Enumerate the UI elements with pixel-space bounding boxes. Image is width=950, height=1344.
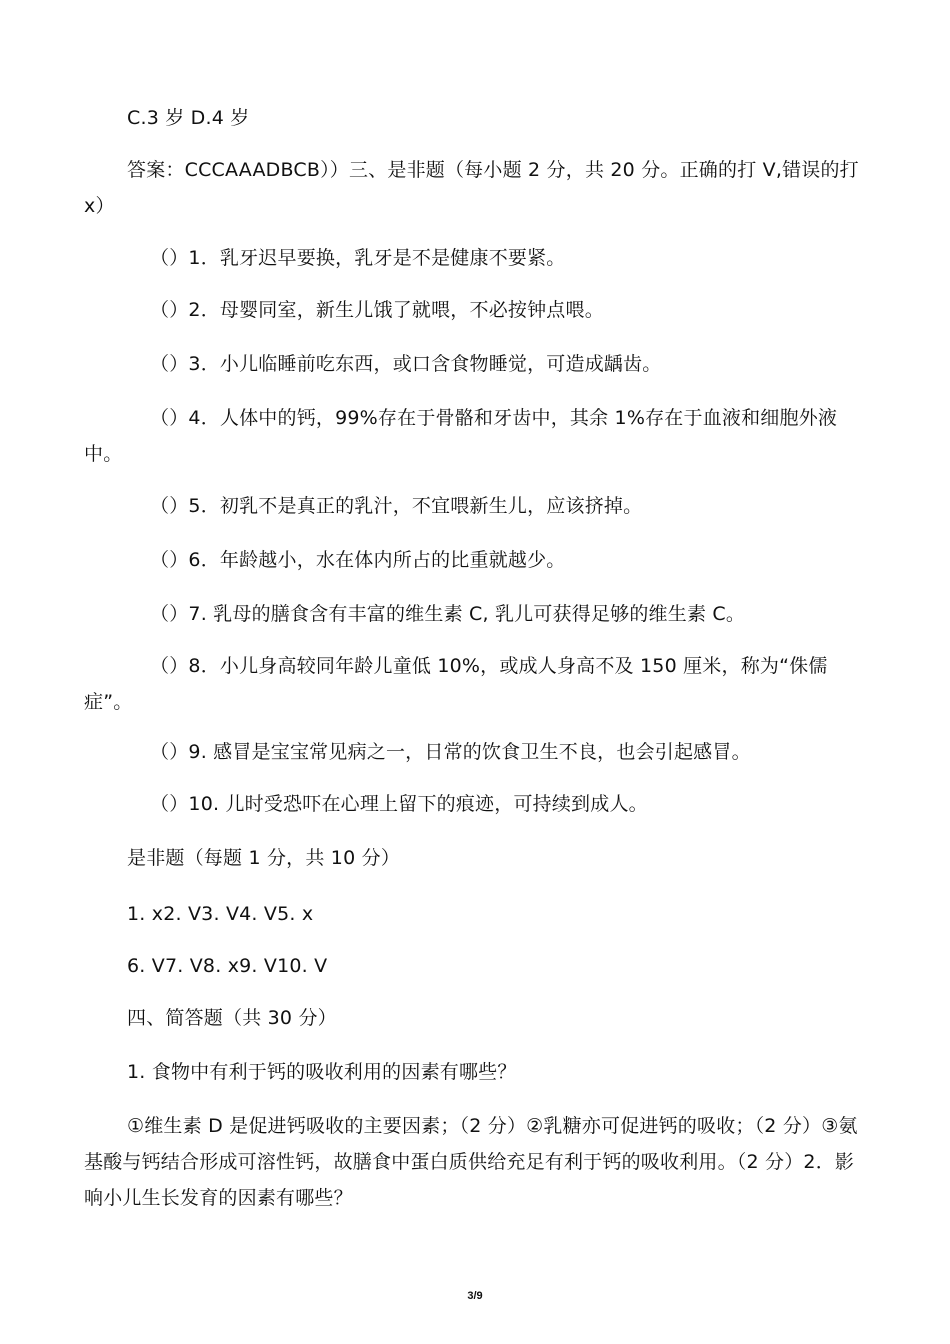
question-3: （）3．小儿临睡前吃东西，或口含食物睡觉，可造成龋齿。	[150, 353, 662, 375]
answers-line-1: 1. x2. V3. V4. V5. x	[127, 903, 314, 925]
answers-line-2: 6. V7. V8. x9. V10. V	[127, 955, 328, 977]
answer-key-paragraph: 答案：CCCAAADBCB））三、是非题（每小题 2 分，共 20 分。正确的打 V,错误的打 x）	[84, 159, 859, 217]
question-8: （）8．小儿身高较同年龄儿童低 10%，或成人身高不及 150 厘米，称为“侏儒症”。	[84, 655, 828, 713]
question-10: （）10. 儿时受恐吓在心理上留下的痕迹，可持续到成人。	[150, 793, 648, 815]
question-5: （）5．初乳不是真正的乳汁，不宜喂新生儿，应该挤掉。	[150, 495, 643, 517]
short-answer-paragraph: ①维生素 D 是促进钙吸收的主要因素；（2 分）②乳糖亦可促进钙的吸收；（2 分）③氨基酸与钙结合形成可溶性钙，故膳食中蛋白质供给充足有利于钙的吸收利用。（2 分）2．影响小儿生长发育的因素有哪些？	[84, 1115, 858, 1209]
question-2: （）2．母婴同室，新生儿饿了就喂，不必按钟点喂。	[150, 299, 604, 321]
page-number: 3/9	[467, 1290, 483, 1302]
question-9: （）9. 感冒是宝宝常见病之一，日常的饮食卫生不良，也会引起感冒。	[150, 741, 751, 763]
section-answers-heading: 是非题（每题 1 分，共 10 分）	[127, 847, 401, 869]
question-4: （）4．人体中的钙，99%存在于骨骼和牙齿中，其余 1%存在于血液和细胞外液中。	[84, 407, 838, 465]
option-line: C.3 岁 D.4 岁	[127, 107, 250, 129]
section-heading: 四、简答题（共 30 分）	[127, 1007, 337, 1029]
question-6: （）6．年龄越小，水在体内所占的比重就越少。	[150, 549, 566, 571]
question-1: （）1．乳牙迟早要换，乳牙是不是健康不要紧。	[150, 247, 566, 269]
question-7: （）7. 乳母的膳食含有丰富的维生素 C, 乳儿可获得足够的维生素 C。	[150, 603, 746, 625]
short-answer-question-1: 1. 食物中有利于钙的吸收利用的因素有哪些？	[127, 1061, 517, 1083]
